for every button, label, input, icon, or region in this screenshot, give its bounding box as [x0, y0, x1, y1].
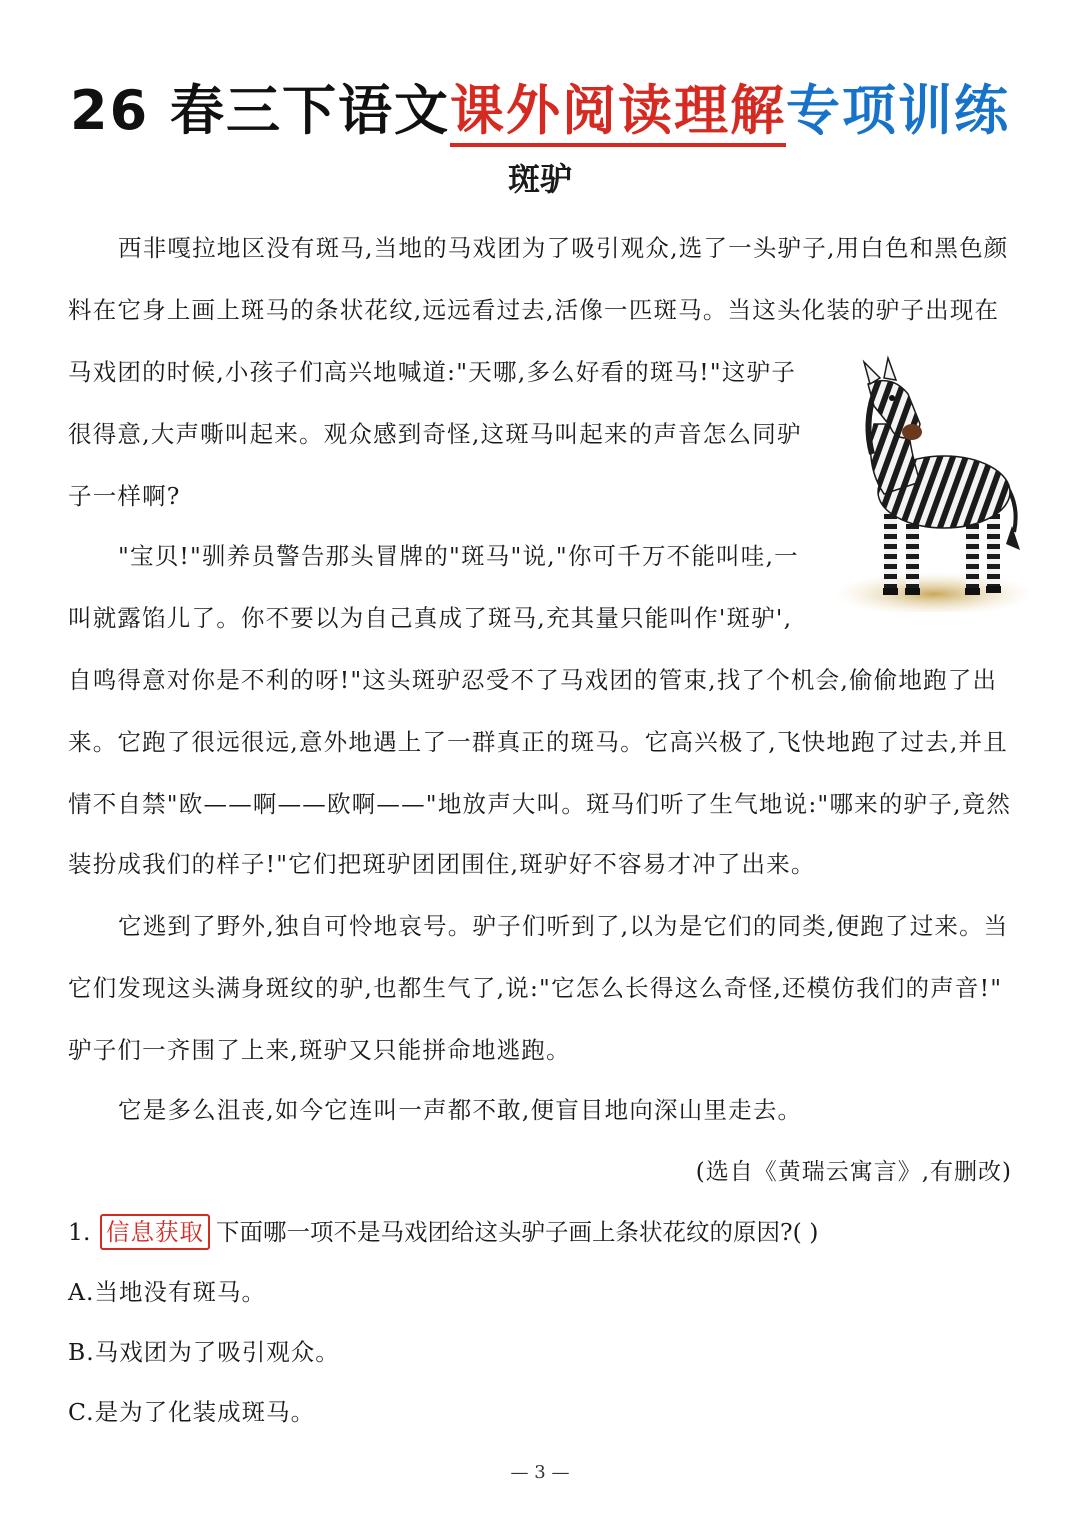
title-part-reading: 课外阅读理解 [450, 79, 786, 147]
question-tag-badge: 信息获取 [100, 1214, 210, 1250]
zebra-illustration [834, 354, 1028, 612]
passage-line: 叫就露馅儿了。你不要以为自己真成了斑马,充其量只能叫作'斑驴', [68, 604, 793, 632]
passage-title: 斑驴 [507, 160, 572, 198]
passage-line: 很得意,大声嘶叫起来。观众感到奇怪,这斑马叫起来的声音怎么同驴 [68, 420, 802, 448]
option-a[interactable]: A.当地没有斑马。 [68, 1278, 266, 1306]
passage-source: (选自《黄瑞云寓言》,有删改) [695, 1159, 1012, 1185]
passage-line: 料在它身上画上斑马的条状花纹,远远看过去,活像一匹斑马。当这头化装的驴子出现在 [68, 296, 1000, 324]
page-title [0, 76, 1080, 146]
question-text: 下面哪一项不是马戏团给这头驴子画上条状花纹的原因?( ) [216, 1218, 819, 1246]
passage-line: 自鸣得意对你是不利的呀!"这头斑驴忍受不了马戏团的管束,找了个机会,偷偷地跑了出 [68, 666, 998, 694]
passage-line: 来。它跑了很远很远,意外地遇上了一群真正的斑马。它高兴极了,飞快地跑了过去,并且 [68, 728, 1008, 756]
title-part-grade: 26 春三下语文 [70, 79, 450, 142]
passage-line: 它逃到了野外,独自可怜地哀号。驴子们听到了,以为是它们的同类,便跑了过来。当 [118, 912, 1009, 940]
passage-line: 驴子们一齐围了上来,斑驴又只能拼命地逃跑。 [68, 1036, 571, 1064]
title-part-training: 专项训练 [785, 79, 1010, 142]
question-number: 1. [68, 1218, 91, 1246]
question-1 [68, 1212, 818, 1252]
passage-line: 它们发现这头满身斑纹的驴,也都生气了,说:"它怎么长得这么奇怪,还模仿我们的声音!" [68, 974, 1003, 1002]
passage-line: 子一样啊? [68, 482, 181, 510]
passage-line: 西非嘎拉地区没有斑马,当地的马戏团为了吸引观众,选了一头驴子,用白色和黑色颜 [118, 234, 1009, 262]
passage-line: 它是多么沮丧,如今它连叫一声都不敢,便盲目地向深山里走去。 [118, 1096, 803, 1124]
passage-line: "宝贝!"驯养员警告那头冒牌的"斑马"说,"你可千万不能叫哇,一 [118, 542, 799, 570]
passage-line: 装扮成我们的样子!"它们把斑驴团团围住,斑驴好不容易才冲了出来。 [68, 850, 816, 878]
option-b[interactable]: B.马戏团为了吸引观众。 [68, 1338, 340, 1366]
page-number: — 3 — [510, 1462, 570, 1483]
passage-line: 马戏团的时候,小孩子们高兴地喊道:"天哪,多么好看的斑马!"这驴子 [68, 358, 797, 386]
option-c[interactable]: C.是为了化装成斑马。 [68, 1398, 316, 1426]
passage-line: 情不自禁"欧——啊——欧啊——"地放声大叫。斑马们听了生气地说:"哪来的驴子,竟然 [68, 790, 1012, 818]
